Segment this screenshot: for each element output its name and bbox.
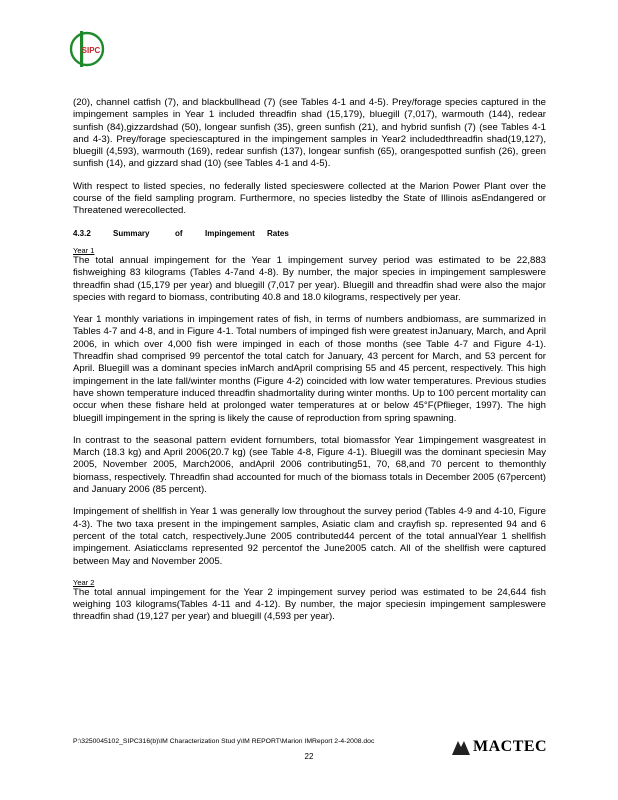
section-word-summary: Summary	[113, 228, 150, 238]
year-2-label: Year 2	[73, 577, 95, 587]
page-number: 22	[304, 752, 314, 761]
section-word-rates: Rates	[267, 228, 289, 238]
paragraph-year2-total: The total annual impingement for the Year 2 impingement survey period was estimated to be 24,644 fish weighing 103 kilograms(Tables 4-11 and 4-12). By number, the major speciesin impingement sampleswere threadfin shad (19,127 per year) and bluegill (4,593 per year).	[73, 586, 546, 623]
sipc-logo-icon	[67, 29, 107, 69]
paragraph-year1-shellfish: Impingement of shellfish in Year 1 was generally low throughout the survey period (Tables 4-9 and 4-10, Figure 4-3). The two taxa present in the impingement samples, Asiatic clam and crayfish sp. represented 94 and 6 percent of the total catch, respectively.June 2005 contributed44 percent of the total annualYear 1 shellfish impingement. Asiaticclams represented 92 percentof the June2005 catch. All of the shellfish were captured between May and November 2005.	[73, 506, 546, 567]
paragraph-year1-biomass: In contrast to the seasonal pattern evident fornumbers, total biomassfor Year 1impingement wasgreatest in March (18.3 kg) and April 2006(20.7 kg) (see Table 4-8, Figure 4-1). Bluegill was the dominant speciesin May 2005, November 2005, March2006, andApril 2006 contributing51, 70, 68,and 70 percent to themonthly biomass, respectively. Threadfin shad accounted for much of the biomass totals in December 2005 (67percent) and January 2006 (85 percent).	[73, 434, 546, 496]
year-1-label: Year 1	[73, 245, 95, 255]
mactec-brand-text: MACTEC	[473, 738, 548, 755]
section-heading	[73, 228, 546, 240]
paragraph-prey-forage: (20), channel catfish (7), and blackbullhead (7) (see Tables 4-1 and 4-5). Prey/forage species captured in the impingement samples in Year 1 included threadfin shad (15,179), bluegill (7,017), warmouth (144), redear sunfish (84),gizzardshad (50), longear sunfish (35), green sunfish (21), and hybrid sunfish (7) (see Tables 4-1 and 4-3). Prey/forage speciescaptured in the impingement samples in Year2 includedthreadfin shad(19,127), bluegill (4,593), warmouth (169), redear sunfish (137), longear sunfish (65), orangespotted sunfish (26), green sunfish (14), and gizzard shad (10) (see Tables 4-1 and 4-5).	[73, 97, 546, 170]
section-number: 4.3.2	[73, 228, 91, 238]
section-word-of: of	[175, 228, 183, 238]
paragraph-listed-species: With respect to listed species, no federally listed specieswere collected at the Marion Power Plant over the course of the field sampling program. Furthermore, no species listedby the State of Illinois asEndangered or Threatened werecollected.	[73, 180, 546, 217]
sipc-logo	[67, 29, 107, 69]
body-text	[73, 97, 546, 634]
footer-file-path: P:\3250045102_SIPC316(b)\IM Characterization Stud y\IM REPORT\Marion IMReport 2-4-2008.doc	[73, 738, 375, 745]
paragraph-year1-monthly: Year 1 monthly variations in impingement rates of fish, in terms of numbers andbiomass, are summarized in Tables 4-7 and 4-8, and in Figure 4-1. Total numbers of impinged fish were greatest inJanuary, March, and April 2006, in which over 4,000 fish were impinged in each of those months (see Table 4-7 and Figure 4-1). Threadfin shad comprised 99 percentof the total catch for January, 43 percent for March, and 53 percent for April. Bluegill was a dominant species inMarch andApril comprising 55 and 45 percent, respectively. This high impingement in the late fall/winter months (Figure 4-2) coincided with low water temperatures. Previous studies have shown temperature induced threadfin shadmortality during winter months. Up to 100 percent mortality can occur when these fishare held at prolonged water temperatures at or below 45°F(Pflieger, 1997). The high bluegill impingement in the spring is likely the cause of reproduction from spring spawning.	[73, 314, 546, 424]
paragraph-year1-total: The total annual impingement for the Year 1 impingement survey period was estimated to be 22,883 fishweighing 83 kilograms (Tables 4-7and 4-8). By number, the major species in impingement sampleswere threadfin shad (15,179 per year) and bluegill (7,017 per year). Bluegill and threadfin shad were also the major species with regard to biomass, contributing 40.8 and 18.0 kilograms, respectively per year.	[73, 254, 546, 303]
logo-text: SIPC	[81, 46, 101, 55]
section-word-impingement: Impingement	[205, 228, 255, 238]
